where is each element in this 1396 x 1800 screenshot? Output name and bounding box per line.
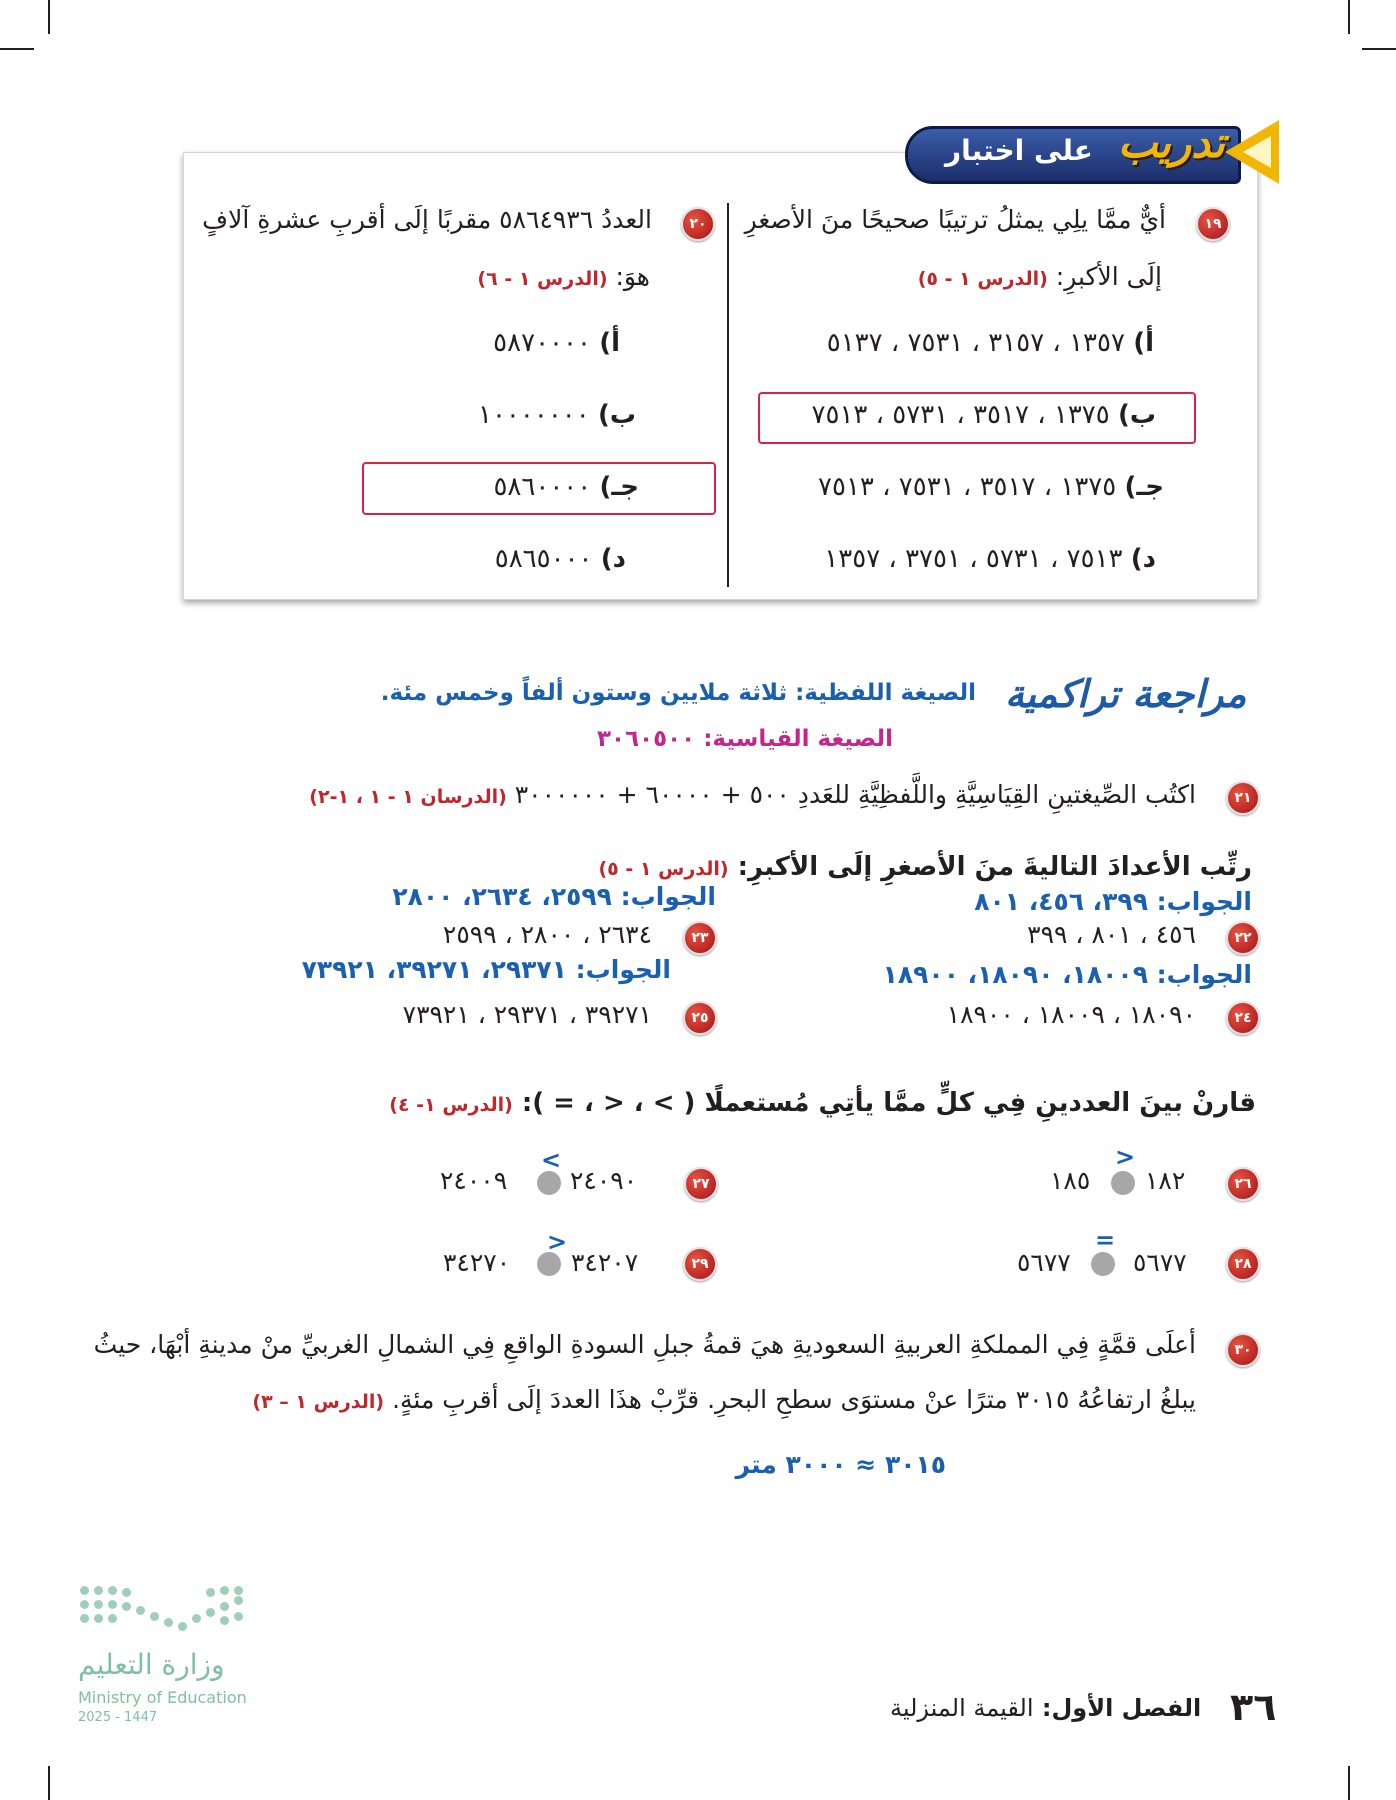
crop-mark — [1348, 1766, 1350, 1800]
q27-left-number: ٢٤٠٩٠ — [570, 1166, 638, 1195]
q19-text-line2-text: إلَى الأكبرِ: — [1055, 262, 1162, 291]
banner-title: تدريب — [1118, 118, 1225, 167]
q20-text-line2 — [477, 262, 650, 291]
option-letter: جـ) — [1124, 472, 1164, 502]
option-letter: أ) — [1133, 328, 1154, 358]
order-instruction-text: رتِّب الأعدادَ التاليةَ منَ الأصغرِ إلَى الأكبرِ: — [737, 852, 1252, 882]
q20-text-line2-text: هوَ: — [615, 262, 650, 291]
option-letter: ب) — [597, 400, 636, 430]
question-number-30: ٣٠ — [1226, 1333, 1260, 1367]
q25-answer: الجواب: ٢٩٣٧١، ٣٩٢٧١، ٧٣٩٢١ — [301, 955, 671, 984]
compare-instruction — [389, 1088, 1256, 1118]
q20-option-a[interactable] — [493, 328, 620, 358]
crop-mark — [1362, 48, 1396, 50]
q26-right-number: ١٨٥ — [1050, 1166, 1091, 1195]
ministry-name-ar: وزارة التعليم — [78, 1648, 225, 1681]
question-number-19: ١٩ — [1196, 207, 1230, 241]
option-letter: د) — [1130, 544, 1156, 574]
q30-line2 — [252, 1385, 1196, 1414]
q21-text-body: اكتُب الصِّيغتينِ القِيَاسِيَّةِ واللَّفظِيَّةِ للعَددِ ٥٠٠ + ٦٠٠٠٠ + ٣٠٠٠٠٠٠ — [514, 780, 1196, 809]
question-number-21: ٢١ — [1226, 781, 1260, 815]
q21-text — [309, 780, 1196, 809]
q19-text-line1: أيٌّ ممَّا يلِي يمثلُ ترتيبًا صحيحًا منَ الأصغرِ — [744, 205, 1166, 234]
option-value: ١٣٧٥ ، ٣٥١٧ ، ٥٧٣١ ، ٧٥١٣ — [811, 400, 1110, 430]
chapter-label: الفصل الأول: — [1041, 1694, 1202, 1722]
order-instruction — [598, 852, 1252, 882]
question-number-25: ٢٥ — [683, 1001, 717, 1035]
q23-answer: الجواب: ٢٥٩٩، ٢٦٣٤، ٢٨٠٠ — [392, 882, 716, 911]
option-letter: د) — [600, 544, 626, 574]
review-title: مراجعة تراكمية — [1005, 672, 1247, 716]
page-number: ٣٦ — [1230, 1685, 1277, 1729]
q19-option-c[interactable] — [818, 472, 1164, 502]
q28-right-number: ٥٦٧٧ — [1017, 1248, 1071, 1277]
q21-lesson: (الدرسان ١ - ١ ، ١-٢) — [309, 786, 507, 808]
option-value: ٥٨٦٥٠٠٠ — [494, 544, 593, 574]
question-number-26: ٢٦ — [1226, 1167, 1260, 1201]
q27-right-number: ٢٤٠٠٩ — [440, 1166, 508, 1195]
crop-mark — [48, 0, 50, 34]
q20-option-d[interactable] — [495, 544, 626, 574]
option-value: ٧٥١٣ ، ٥٧٣١ ، ٣٧٥١ ، ١٣٥٧ — [824, 544, 1123, 574]
q26-answer-sign: < — [1115, 1143, 1136, 1171]
option-value: ١٣٥٧ ، ٣١٥٧ ، ٧٥٣١ ، ٥١٣٧ — [826, 328, 1125, 358]
q30-line2-text: يبلغُ ارتفاعُهُ ٣٠١٥ مترًا عنْ مستوَى سطحِ البحرِ. قرِّبْ هذَا العددَ إلَى أقربِ مئةٍ. — [392, 1385, 1196, 1414]
q27-answer-sign: > — [541, 1146, 562, 1174]
banner-arrow-highlight — [1243, 136, 1271, 168]
q22-answer: الجواب: ٣٩٩، ٤٥٦، ٨٠١ — [974, 887, 1252, 916]
q20-option-c[interactable] — [493, 472, 639, 502]
crop-mark — [1348, 0, 1350, 34]
q30-answer: ٣٠١٥ ≈ ٣٠٠٠ متر — [735, 1450, 946, 1479]
q20-option-b[interactable] — [478, 400, 636, 430]
question-number-24: ٢٤ — [1226, 1001, 1260, 1035]
q29-left-number: ٣٤٢٠٧ — [571, 1248, 639, 1277]
chapter-footer — [890, 1694, 1201, 1722]
compare-instruction-text: قارنْ بينَ العددينِ فِي كلٍّ ممَّا يأتِي مُستعملًا ( > ، < ، = ): — [521, 1088, 1256, 1118]
question-number-28: ٢٨ — [1226, 1247, 1260, 1281]
standard-form-answer: الصيغة القياسية: ٣٠٦٠٥٠٠ — [596, 726, 893, 752]
option-letter: جـ) — [599, 472, 639, 502]
q25-text: ٣٩٢٧١ ، ٢٩٣٧١ ، ٧٣٩٢١ — [402, 1000, 652, 1029]
banner-subtitle: على اختبار — [945, 134, 1093, 167]
ministry-year: 2025 - 1447 — [78, 1710, 158, 1725]
crop-mark — [0, 48, 34, 50]
option-value: ٥٨٦٠٠٠٠ — [493, 472, 592, 502]
q24-text: ١٨٠٩٠ ، ١٨٠٠٩ ، ١٨٩٠٠ — [946, 1000, 1196, 1029]
q19-option-a[interactable] — [827, 328, 1154, 358]
compare-lesson: (الدرس ١- ٤) — [389, 1094, 513, 1116]
q28-compare-circle[interactable] — [1091, 1252, 1115, 1276]
q26-left-number: ١٨٢ — [1145, 1166, 1186, 1195]
q23-text: ٢٦٣٤ ، ٢٨٠٠ ، ٢٥٩٩ — [442, 920, 652, 949]
chapter-title: القيمة المنزلية — [890, 1694, 1034, 1722]
q22-text: ٤٥٦ ، ٨٠١ ، ٣٩٩ — [1027, 920, 1196, 949]
order-lesson: (الدرس ١ - ٥) — [598, 858, 729, 880]
ministry-name-en: Ministry of Education — [78, 1688, 247, 1707]
q28-answer-sign: = — [1095, 1226, 1116, 1254]
option-value: ٥٨٧٠٠٠٠ — [493, 328, 591, 358]
ministry-logo — [76, 1582, 250, 1640]
option-letter: أ) — [599, 328, 620, 358]
q20-text-line1: العددُ ٥٨٦٤٩٣٦ مقربًا إلَى أقربِ عشرةِ آلافٍ — [202, 205, 652, 234]
question-number-22: ٢٢ — [1226, 921, 1260, 955]
column-divider — [727, 203, 729, 587]
q24-answer: الجواب: ١٨٠٠٩، ١٨٠٩٠، ١٨٩٠٠ — [882, 960, 1252, 989]
q19-text-line2 — [918, 262, 1162, 291]
q29-right-number: ٣٤٢٧٠ — [443, 1248, 511, 1277]
question-number-27: ٢٧ — [684, 1167, 718, 1201]
q19-lesson: (الدرس ١ - ٥) — [917, 268, 1048, 290]
q19-option-b[interactable] — [812, 400, 1156, 430]
option-value: ١٠٠٠٠٠٠٠ — [478, 400, 590, 430]
q30-line1: أعلَى قمَّةٍ فِي المملكةِ العربيةِ السعوديةِ هيَ قمةُ جبلِ السودةِ الواقعِ فِي الشمالِ الغربيِّ منْ مدينةِ أبْهَا، حيثُ — [93, 1330, 1196, 1359]
q26-compare-circle[interactable] — [1111, 1171, 1135, 1195]
word-form-answer: الصيغة اللفظية: ثلاثة ملايين وستون ألفاً وخمس مئة. — [380, 680, 976, 706]
question-number-29: ٢٩ — [683, 1247, 717, 1281]
question-number-20: ٢٠ — [681, 207, 715, 241]
question-number-23: ٢٣ — [683, 921, 717, 955]
crop-mark — [48, 1766, 50, 1800]
q27-compare-circle[interactable] — [537, 1171, 561, 1195]
q19-option-d[interactable] — [824, 544, 1156, 574]
option-letter: ب) — [1117, 400, 1156, 430]
option-value: ١٣٧٥ ، ٣٥١٧ ، ٧٥٣١ ، ٧٥١٣ — [818, 472, 1117, 502]
q30-lesson: (الدرس ١ – ٣) — [252, 1391, 385, 1413]
q20-lesson: (الدرس ١ - ٦) — [477, 268, 608, 290]
q29-answer-sign: < — [547, 1228, 568, 1256]
q28-left-number: ٥٦٧٧ — [1133, 1248, 1187, 1277]
